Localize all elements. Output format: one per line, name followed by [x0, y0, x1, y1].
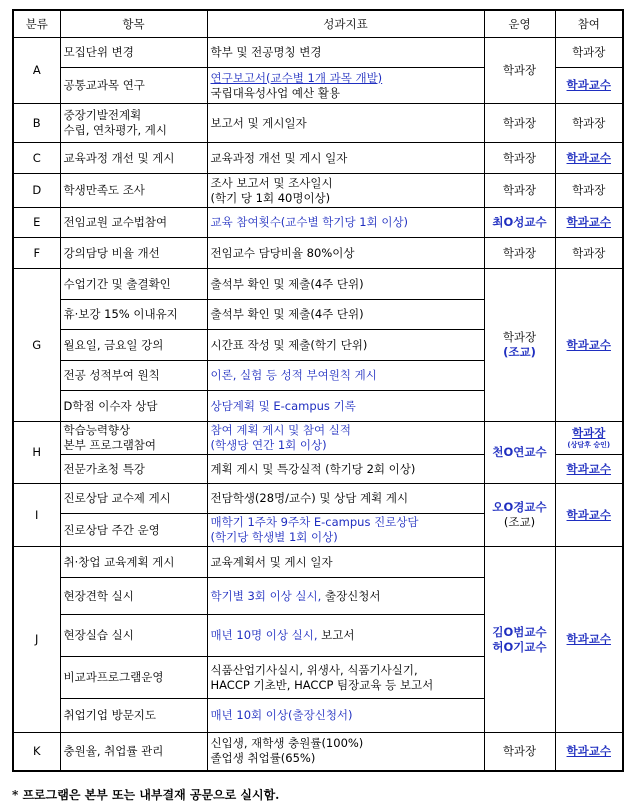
indicator-line: 연구보고서(교수별 1개 과목 개발) — [210, 70, 383, 85]
item-cell: 수업기간 및 출결확인 — [60, 269, 207, 300]
header-operation: 운영 — [484, 10, 555, 38]
indicator-cell — [207, 422, 484, 455]
operation-cell: 학과장 — [484, 733, 555, 771]
indicator-cell — [207, 174, 484, 208]
indicator-cell — [207, 615, 484, 657]
indicator-cell: 보고서 및 게시일자 — [207, 104, 484, 143]
participation-cell: 학과교수 — [555, 733, 623, 771]
header-item: 항목 — [60, 10, 207, 38]
table-row — [13, 38, 623, 68]
operation-cell — [484, 484, 555, 547]
item-cell: 현장견학 실시 — [60, 578, 207, 615]
category-code: C — [13, 143, 60, 174]
participation-note: (상담후 승인) — [567, 441, 611, 449]
participation-cell: 학과교수 — [555, 68, 623, 104]
header-category: 분류 — [13, 10, 60, 38]
participation-cell: 학과교수 — [555, 208, 623, 238]
category-code: E — [13, 208, 60, 238]
indicator-line: 참여 계획 게시 및 참여 실적 — [210, 423, 351, 437]
table-row — [13, 143, 623, 174]
indicator-line: HACCP 기초반, HACCP 팀장교육 등 보고서 — [210, 677, 434, 692]
participation-cell: 학과장 — [555, 238, 623, 269]
item-cell: 공통교과목 연구 — [60, 68, 207, 104]
item-cell: 전공 성적부여 원칙 — [60, 361, 207, 391]
operation-cell: 학과장 — [484, 104, 555, 143]
item-cell: 강의담당 비율 개선 — [60, 238, 207, 269]
indicator-line: 매학기 1주차 9주차 E-campus 진로상담 — [210, 515, 419, 529]
operation-cell — [484, 269, 555, 422]
operation-line: 학과장 — [502, 330, 537, 344]
indicator-rest: 보고서 — [317, 628, 355, 642]
indicator-cell: 교육과정 개선 및 게시 일자 — [207, 143, 484, 174]
item-cell: 취업기업 방문지도 — [60, 699, 207, 733]
item-line: 수립, 연차평가, 게시 — [63, 123, 167, 137]
indicator-rest: (출장신청서) — [288, 708, 353, 722]
indicator-line: (학기당 학생별 1회 이상) — [210, 530, 338, 544]
operation-cell: 최O성교수 — [484, 208, 555, 238]
item-cell: 현장실습 실시 — [60, 615, 207, 657]
item-cell: 취·창업 교육계획 게시 — [60, 547, 207, 578]
indicator-cell — [207, 578, 484, 615]
indicator-cell: 출석부 확인 및 제출(4주 단위) — [207, 300, 484, 330]
operation-cell: 학과장 — [484, 143, 555, 174]
category-code: A — [13, 38, 60, 104]
header-row — [13, 10, 623, 38]
operation-cell: 천O연교수 — [484, 422, 555, 484]
participation-cell: 학과교수 — [555, 547, 623, 733]
indicator-cell: 상담계획 및 E-campus 기록 — [207, 391, 484, 422]
table-row — [13, 484, 623, 514]
item-cell: 진로상담 주간 운영 — [60, 514, 207, 547]
indicator-cell — [207, 68, 484, 104]
table-row — [13, 422, 623, 455]
item-cell: 전문가초청 특강 — [60, 455, 207, 484]
indicator-line: (학생당 연간 1회 이상) — [210, 438, 327, 452]
table-row — [13, 269, 623, 300]
participation-cell: 학과교수 — [555, 484, 623, 547]
category-code: F — [13, 238, 60, 269]
item-cell — [60, 422, 207, 455]
indicator-cell: 교육 참여횟수(교수별 학기당 1회 이상) — [207, 208, 484, 238]
category-code: K — [13, 733, 60, 771]
category-code: B — [13, 104, 60, 143]
indicator-cell: 학부 및 전공명칭 변경 — [207, 38, 484, 68]
item-cell: 충원율, 취업률 관리 — [60, 733, 207, 771]
indicator-cell — [207, 657, 484, 699]
participation-cell: 학과장 — [555, 38, 623, 68]
item-line: 학습능력향상 — [63, 423, 131, 437]
category-code: D — [13, 174, 60, 208]
operation-line: (조교) — [503, 515, 536, 529]
category-code: G — [13, 269, 60, 422]
indicator-line: 조사 보고서 및 조사일시 — [210, 175, 333, 190]
item-line: 중장기발전계획 — [63, 108, 142, 122]
item-cell — [60, 104, 207, 143]
item-cell: 월요일, 금요일 강의 — [60, 330, 207, 361]
indicator-cell: 전임교수 담당비율 80%이상 — [207, 238, 484, 269]
indicator-line: 신입생, 재학생 충원률(100%) — [210, 736, 364, 751]
indicator-highlight: 학기별 3회 이상 실시, — [210, 588, 322, 603]
operation-line: 김O범교수 — [492, 624, 547, 639]
indicator-cell — [207, 733, 484, 771]
category-code: I — [13, 484, 60, 547]
item-cell: D학점 이수자 상담 — [60, 391, 207, 422]
item-cell: 비교과프로그램운영 — [60, 657, 207, 699]
table-row — [13, 208, 623, 238]
operation-line: 오O경교수 — [492, 500, 547, 514]
item-cell: 진로상담 교수제 게시 — [60, 484, 207, 514]
indicator-cell: 시간표 작성 및 제출(학기 단위) — [207, 330, 484, 361]
indicator-cell — [207, 699, 484, 733]
item-cell: 휴·보강 15% 이내유지 — [60, 300, 207, 330]
item-cell: 교육과정 개선 및 게시 — [60, 143, 207, 174]
operation-cell: 학과장 — [484, 174, 555, 208]
item-cell: 전임교원 교수법참여 — [60, 208, 207, 238]
table-row — [13, 174, 623, 208]
header-indicator: 성과지표 — [207, 10, 484, 38]
participation-cell: 학과교수 — [555, 143, 623, 174]
table-row — [13, 547, 623, 578]
indicator-cell: 출석부 확인 및 제출(4주 단위) — [207, 269, 484, 300]
indicator-line: 졸업생 취업률(65%) — [210, 751, 316, 766]
operation-cell: 학과장 — [484, 38, 555, 104]
performance-table — [12, 9, 624, 772]
indicator-rest: 출장신청서 — [321, 588, 381, 603]
item-cell: 학생만족도 조사 — [60, 174, 207, 208]
indicator-highlight: 매년 10회 이상 — [210, 708, 288, 722]
participation-cell: 학과장 — [555, 104, 623, 143]
operation-line: 허O기교수 — [492, 639, 547, 654]
operation-line: (조교) — [503, 345, 536, 359]
indicator-line: (학기 당 1회 40명이상) — [210, 190, 331, 205]
indicator-cell: 계획 게시 및 특강실적 (학기당 2회 이상) — [207, 455, 484, 484]
indicator-highlight: 매년 10명 이상 실시, — [210, 628, 318, 642]
participation-cell — [555, 422, 623, 455]
header-participation: 참여 — [555, 10, 623, 38]
participation-cell: 학과교수 — [555, 269, 623, 422]
performance-table-wrapper — [12, 9, 624, 772]
participation-cell: 학과교수 — [555, 455, 623, 484]
category-code: H — [13, 422, 60, 484]
indicator-cell: 전담학생(28명/교수) 및 상담 계획 게시 — [207, 484, 484, 514]
participation-label: 학과장 — [572, 426, 606, 440]
footnote: * 프로그램은 본부 또는 내부결재 공문으로 실시함. — [12, 788, 280, 802]
indicator-line: 국립대육성사업 예산 활용 — [210, 85, 341, 100]
operation-cell — [484, 547, 555, 733]
item-line: 본부 프로그램참여 — [63, 438, 157, 452]
table-row — [13, 104, 623, 143]
indicator-cell — [207, 514, 484, 547]
operation-cell: 학과장 — [484, 238, 555, 269]
participation-cell: 학과장 — [555, 174, 623, 208]
table-row — [13, 238, 623, 269]
indicator-cell: 교육계획서 및 게시 일자 — [207, 547, 484, 578]
table-row — [13, 733, 623, 771]
item-cell: 모집단위 변경 — [60, 38, 207, 68]
indicator-line: 식품산업기사실시, 위생사, 식품기사실기, — [210, 662, 418, 677]
category-code: J — [13, 547, 60, 733]
indicator-cell: 이론, 실험 등 성적 부여원칙 게시 — [207, 361, 484, 391]
